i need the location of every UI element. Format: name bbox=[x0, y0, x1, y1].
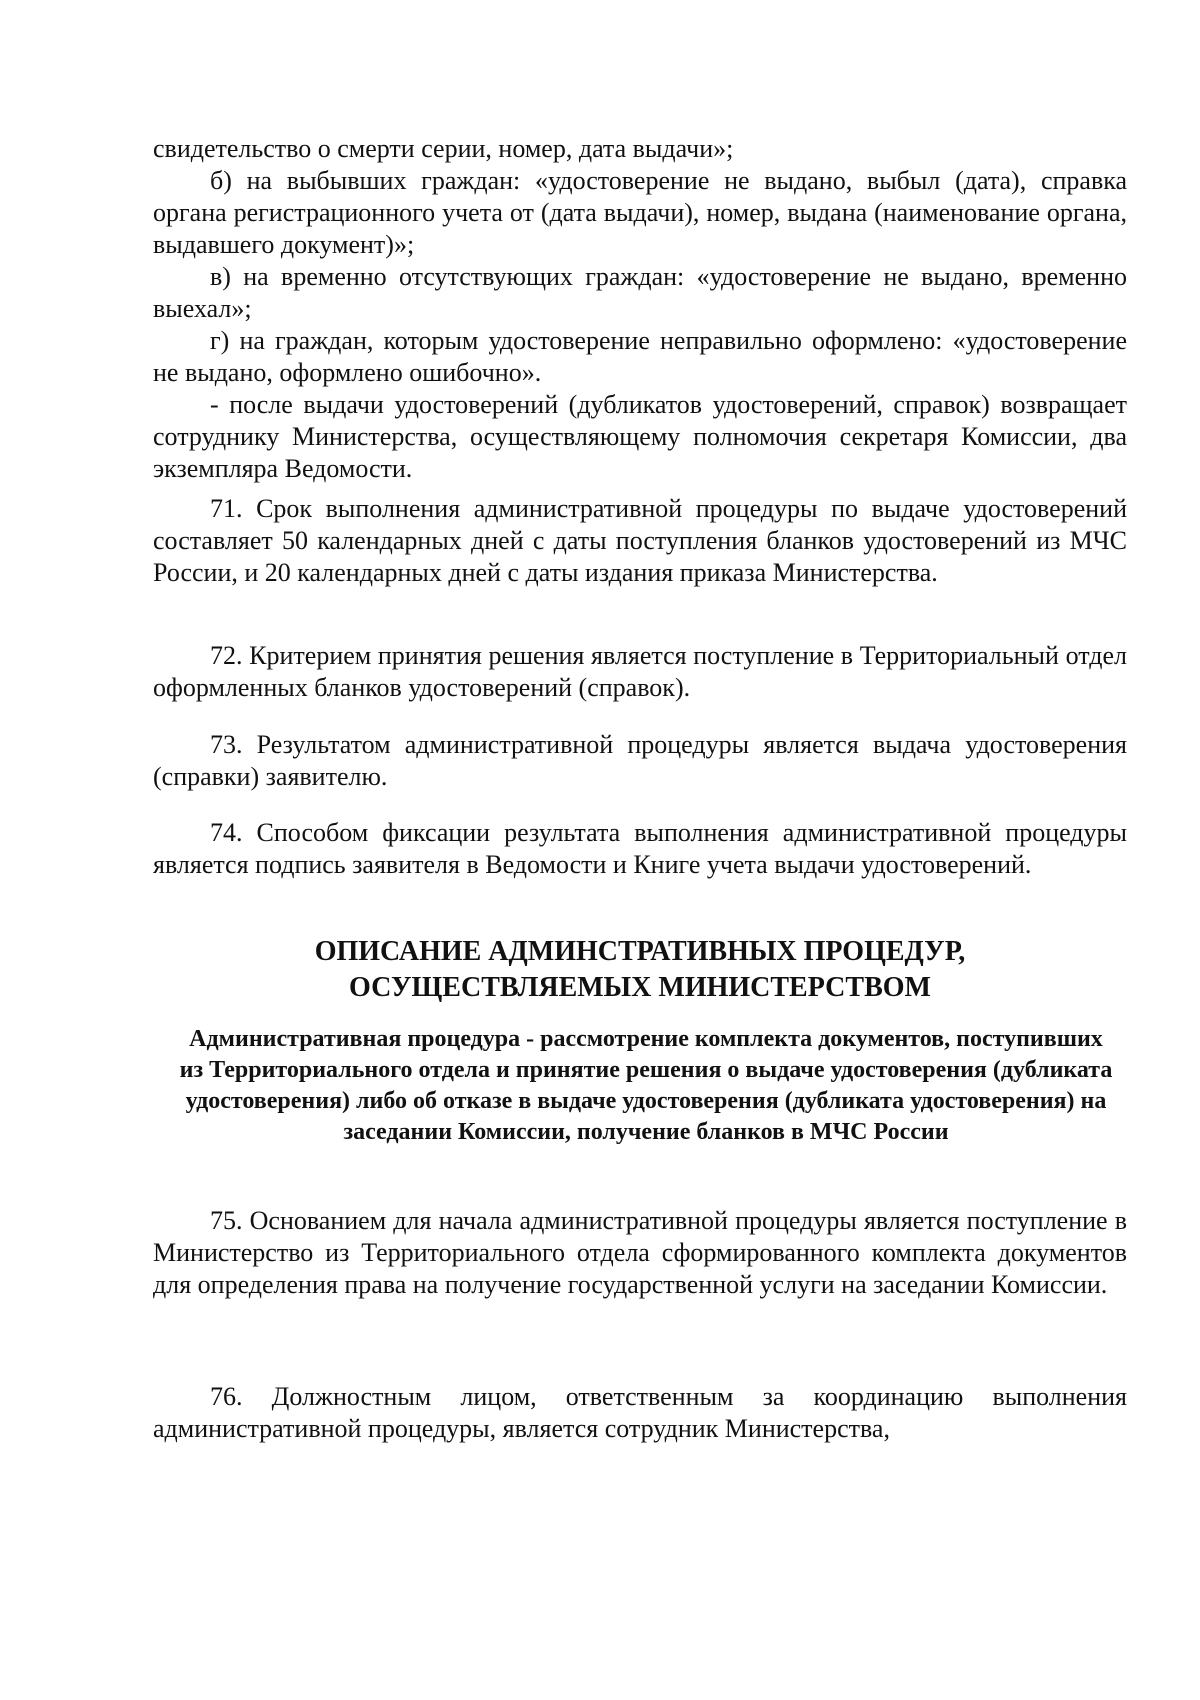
paragraph-74: 74. Способом фиксации результата выполнения административной процедуры является подпись заявителя в Ведомости и Книге учета выдачи удостоверений. bbox=[153, 818, 1127, 879]
continued-paragraph: свидетельство о смерти серии, номер, дата выдачи»; bbox=[153, 134, 734, 163]
dash-item-paragraph: - после выдачи удостоверений (дубликатов удостоверений, справок) возвращает сотруднику Министерства, осуществляющему полномочия секретаря Комиссии, два экземпляра Ведомости. bbox=[153, 390, 1127, 483]
section-heading-line-1: ОПИСАНИЕ АДМИНСТРАТИВНЫХ ПРОЦЕДУР, bbox=[314, 936, 966, 967]
section-heading-line-2: ОСУЩЕСТВЛЯЕМЫХ МИНИСТЕРСТВОМ bbox=[349, 972, 931, 1003]
paragraph-72: 72. Критерием принятия решения является поступление в Территориальный отдел оформленных бланков удостоверений (справок). bbox=[153, 641, 1127, 702]
item-b-paragraph: б) на выбывших граждан: «удостоверение не выдано, выбыл (дата), справка органа регистрационного учета от (дата выдачи), номер, выдана (наименование органа, выдавшего документ)»; bbox=[153, 166, 1127, 259]
paragraph-75: 75. Основанием для начала административной процедуры является поступление в Министерство из Территориального отдела сформированного комплекта документов для определения права на получение государственной услуги на заседании Комиссии. bbox=[153, 1206, 1127, 1299]
item-v-paragraph: в) на временно отсутствующих граждан: «удостоверение не выдано, временно выехал»; bbox=[153, 262, 1127, 323]
list-block bbox=[153, 133, 1127, 485]
subsection-heading-block bbox=[165, 1024, 1115, 1148]
section-heading bbox=[153, 934, 1127, 1006]
paragraph-73-block bbox=[153, 729, 1127, 793]
paragraph-71-block bbox=[153, 493, 1127, 589]
paragraph-76-block bbox=[153, 1381, 1127, 1445]
item-g-paragraph: г) на граждан, которым удостоверение неправильно оформлено: «удостоверение не выдано, оформлено ошибочно». bbox=[153, 326, 1127, 387]
paragraph-71: 71. Срок выполнения административной процедуры по выдаче удостоверений составляет 50 календарных дней с даты поступления бланков удостоверений из МЧС России, и 20 календарных дней с даты издания приказа Министерства. bbox=[153, 494, 1127, 587]
paragraph-72-block bbox=[153, 640, 1127, 704]
paragraph-73: 73. Результатом административной процедуры является выдача удостоверения (справки) заявителю. bbox=[153, 730, 1127, 791]
paragraph-75-block bbox=[153, 1205, 1127, 1301]
paragraph-76: 76. Должностным лицом, ответственным за координацию выполнения административной процедуры, является сотрудник Министерства, bbox=[153, 1382, 1127, 1443]
subsection-heading: Административная процедура - рассмотрение комплекта документов, поступивших из Территориального отдела и принятие решения о выдаче удостоверения (дубликата удостоверения) либо об отказе в выдаче удостоверения (дубликата удостоверения) на заседании Комиссии, получение бланков в МЧС России bbox=[179, 1026, 1113, 1145]
paragraph-74-block bbox=[153, 817, 1127, 881]
